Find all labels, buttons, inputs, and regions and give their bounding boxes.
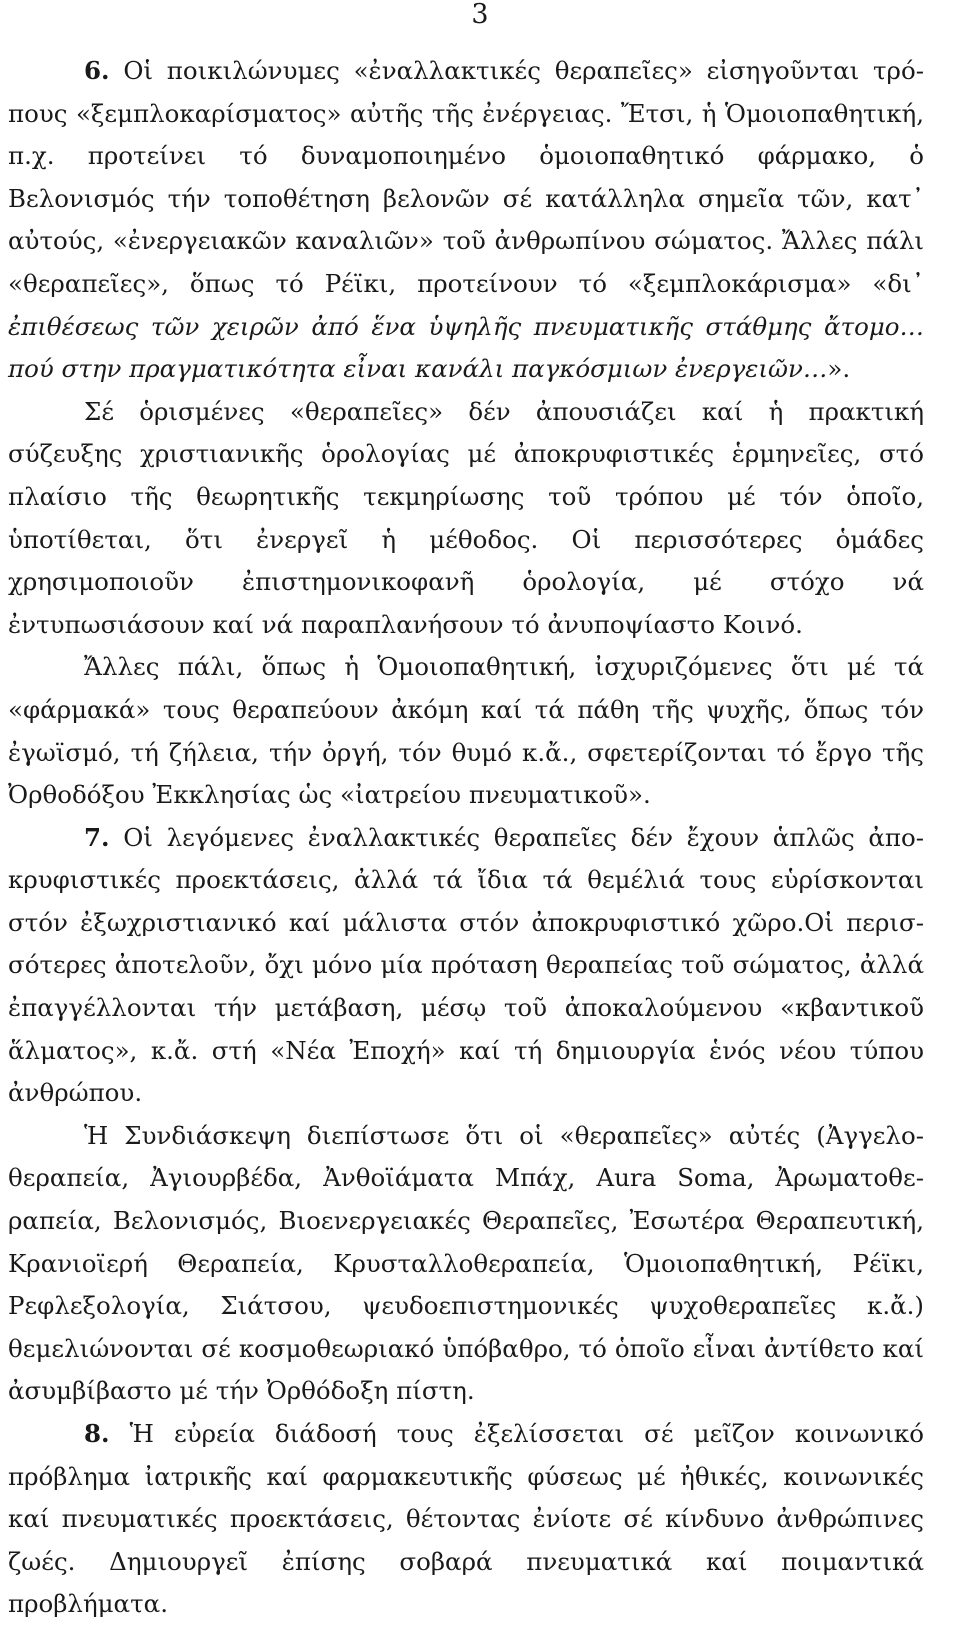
paragraph-conference-findings: Ἡ Συνδιάσκεψη διεπίστωσε ὅτι οἱ «θεραπεῖες» αὐτές (Ἀγγελοθεραπεία, Ἀγιουρβέδα, Ἀνθοϊάματα Μπάχ, Aura Soma, Ἀρωματοθεραπεία, Βελονισμός, Βιοενεργειακές Θεραπεῖες, Ἐσωτέρα Θεραπευτική, Κρανιοϊερή Θεραπεία, Κρυσταλλοθεραπεία, Ὁμοιοπαθητική, Ρέϊκι, Ρεφλεξολογία, Σιάτσου, ψευδοεπιστημονικές ψυχοθεραπεῖες κ.ἄ.) θεμελιώνονται σέ κοσμοθεωριακό ὑπόβαθρο, τό ὁποῖο εἶναι ἀντίθετο καί ἀσυμβίβαστο μέ τήν Ὀρθόδοξη πίστη. (8, 1120, 924, 1406)
paragraph-section-7 (8, 817, 924, 1115)
paragraph-text: Οἱ λεγόμενες ἐναλλακτικές θεραπεῖες δέν ἔχουν ἁπλῶς ἀποκρυφιστικές προεκτάσεις, ἀλλά τά ἴδια τά θεμέλιά τους εὑρίσκονται στόν ἐξωχριστιανικό καί μάλιστα στόν ἀποκρυφιστικό χῶρο.Οἱ περισσότερες ἀποτελοῦν, ὄχι μόνο μία πρόταση θεραπείας τοῦ σώματος, ἀλλά ἐπαγγέλλονται τήν μετάβαση, μέσῳ τοῦ ἀποκαλούμενου «κβαντικοῦ ἅλματος», κ.ἄ. στή «Νέα Ἐποχή» καί τή δημιουργία ἑνός νέου τύπου ἀνθρώπου. (8, 822, 924, 1108)
section-number-7: 7. (84, 822, 110, 852)
paragraph-section-8 (8, 1413, 924, 1626)
paragraph-section-6 (8, 50, 924, 391)
italic-quote: ἐπιθέσεως τῶν χειρῶν ἀπό ἕνα ὑψηλῆς πνευματικῆς στάθμης ἄτομο… πού στην πραγματικότητα εἶναι κανάλι παγκόσμιων ἐνεργειῶν… (8, 311, 924, 384)
paragraph-text: Οἱ ποικιλώνυμες «ἐναλλακτικές θεραπεῖες» εἰσηγοῦνται τρόπους «ξεμπλοκαρίσματος» αὐτῆς τῆς ἐνέργειας. Ἔτσι, ἡ Ὁμοιοπαθητική, π.χ. προτείνει τό δυναμοποιημένο ὁμοιοπαθητικό φάρμακο, ὁ Βελονισμός τήν τοποθέτηση βελονῶν σέ κατάλληλα σημεῖα τῶν, κατ᾽ αὐτούς, «ἐνεργειακῶν καναλιῶν» τοῦ ἀνθρωπίνου σώματος. Ἄλλες πάλι «θεραπεῖες», ὅπως τό Ρέϊκι, προτείνουν τό «ξεμπλοκάρισμα» «δι᾽ (8, 56, 924, 298)
paragraph-text-end: ». (827, 354, 851, 384)
page-number: 3 (471, 0, 489, 30)
paragraph-terminology: Σέ ὁρισμένες «θεραπεῖες» δέν ἀπουσιάζει καί ἡ πρακτική σύζευξης χριστιανικῆς ὁρολογίας μέ ἀποκρυφιστικές ἑρμηνεῖες, στό πλαίσιο τῆς θεωρητικῆς τεκμηρίωσης τοῦ τρόπου μέ τόν ὁποῖο, ὑποτίθεται, ὅτι ἐνεργεῖ ἡ μέθοδος. Οἱ περισσότερες ὁμάδες χρησιμοποιοῦν ἐπιστημονικοφανῆ ὁρολογία, μέ στόχο νά ἐντυπωσιάσουν καί νά παραπλανήσουν τό ἀνυποψίαστο Κοινό. (8, 396, 924, 639)
paragraph-homeopathy: Ἄλλες πάλι, ὅπως ἡ Ὁμοιοπαθητική, ἰσχυριζόμενες ὅτι μέ τά «φάρμακά» τους θεραπεύουν ἀκόμη καί τά πάθη τῆς ψυχῆς, ὅπως τόν ἐγωϊσμό, τή ζήλεια, τήν ὀργή, τόν θυμό κ.ἄ., σφετερίζονται τό ἔργο τῆς Ὀρθοδόξου Ἐκκλησίας ὡς «ἰατρείου πνευματικοῦ». (8, 652, 924, 810)
section-number-8: 8. (84, 1419, 110, 1448)
document-body (8, 50, 924, 1626)
section-number-6: 6. (84, 56, 110, 85)
paragraph-text: Ἡ εὐρεία διάδοσή τους ἐξελίσσεται σέ μεῖζον κοινωνικό πρόβλημα ἰατρικῆς καί φαρμακευτικῆς φύσεως μέ ἠθικές, κοινωνικές καί πνευματικές προεκτάσεις, θέτοντας ἐνίοτε σέ κίνδυνο ἀνθρώπινες ζωές. Δημιουργεῖ ἐπίσης σοβαρά πνευματικά καί ποιμαντικά προβλήματα. (8, 1419, 924, 1619)
